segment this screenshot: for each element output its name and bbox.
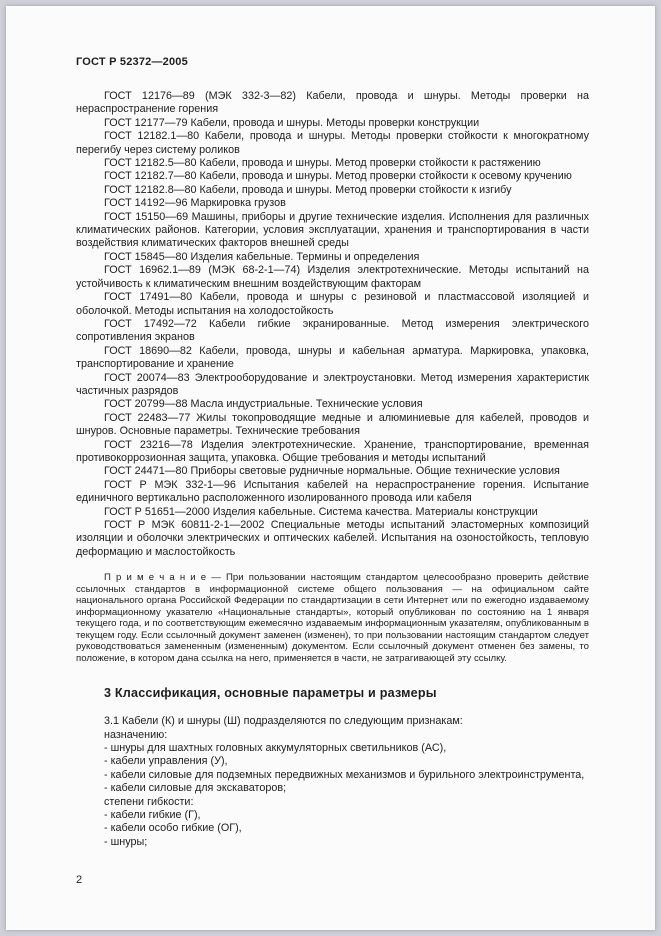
section-paragraph: - кабели особо гибкие (ОГ), (104, 822, 242, 835)
reference-paragraph: ГОСТ 15150—69 Машины, приборы и другие технические изделия. Исполнения для различных климатических районов. Категории, условия эксплуатации, хранения и транспортирования в части воздействия климатических факторов внешней среды (76, 210, 589, 250)
section-paragraph: - кабели гибкие (Г), (104, 809, 201, 822)
reference-paragraph: ГОСТ 17492—72 Кабели гибкие экранированные. Метод измерения электрического сопротивления экранов (76, 317, 589, 344)
page-number: 2 (76, 874, 83, 886)
document-page (6, 6, 655, 930)
section-paragraph: степени гибкости: (104, 795, 194, 808)
reference-paragraph: ГОСТ 12182.7—80 Кабели, провода и шнуры. Метод проверки стойкости к осевому кручению (104, 170, 572, 183)
references-list (76, 90, 589, 559)
reference-paragraph: ГОСТ 20799—88 Масла индустриальные. Технические условия (104, 398, 423, 411)
reference-paragraph: ГОСТ 12176—89 (МЭК 332-3—82) Кабели, провода и шнуры. Методы проверки на нераспространение горения (76, 90, 589, 116)
section-paragraph: - кабели силовые для подземных передвижных механизмов и бурильного электроинструмента, (104, 768, 585, 781)
reference-paragraph: ГОСТ 24471—80 Приборы световые рудничные нормальные. Общие технические условия (104, 465, 560, 478)
reference-paragraph: ГОСТ 14192—96 Маркировка грузов (104, 197, 286, 210)
reference-paragraph: ГОСТ 12182.8—80 Кабели, провода и шнуры. Метод проверки стойкости к изгибу (104, 183, 512, 196)
reference-paragraph: ГОСТ 12182.1—80 Кабели, провода и шнуры. Методы проверки стойкости к многократному перегибу через систему роликов (76, 130, 589, 156)
reference-paragraph: ГОСТ 17491—80 Кабели, провода и шнуры с резиновой и пластмассовой изоляцией и оболочкой. Методы испытания на холодостойкость (76, 291, 589, 317)
section-paragraph: - шнуры для шахтных головных аккумуляторных светильников (АС), (104, 742, 447, 755)
reference-paragraph: ГОСТ 12182.5—80 Кабели, провода и шнуры. Метод проверки стойкости к растяжению (104, 157, 541, 170)
reference-paragraph: ГОСТ 18690—82 Кабели, провода, шнуры и кабельная арматура. Маркировка, упаковка, транспортирование и хранение (76, 344, 589, 371)
section-body (76, 715, 589, 849)
reference-paragraph: ГОСТ Р МЭК 60811-2-1—2002 Специальные методы испытаний эластомерных композиций изоляции и оболочки электрических и оптических кабелей. Испытания на озоностойкость, тепловую деформацию и маслостойкость (76, 519, 589, 558)
reference-paragraph: ГОСТ 15845—80 Изделия кабельные. Термины и определения (104, 250, 420, 263)
section-paragraph: назначению: (104, 728, 168, 741)
reference-paragraph: ГОСТ 22483—77 Жилы токопроводящие медные и алюминиевые для кабелей, проводов и шнуров. Основные параметры. Технические требования (76, 411, 589, 438)
section-paragraph: - шнуры; (104, 835, 148, 848)
section-paragraph: 3.1 Кабели (К) и шнуры (Ш) подразделяются по следующим признакам: (104, 715, 463, 728)
reference-paragraph: ГОСТ 23216—78 Изделия электротехнические. Хранение, транспортирование, временная противокоррозионная защита, упаковка. Общие требования и методы испытаний (76, 438, 589, 464)
section-heading: 3 Классификация, основные параметры и размеры (104, 686, 437, 701)
reference-paragraph: ГОСТ 16962.1—89 (МЭК 68-2-1—74) Изделия электротехнические. Методы испытаний на устойчивость к климатическим внешним воздействующим факторам (76, 264, 589, 290)
note-paragraph: П р и м е ч а н и е — При пользовании настоящим стандартом целесообразно проверить действие ссылочных стандартов в информационной системе общего пользования — на официальном сайте национального органа Российской Федерации по стандартизации в сети Интернет или по ежегодно издаваемому информационному указателю «Национальные стандарты», который опубликован по состоянию на 1 января текущего года, и по соответствующим ежемесячно издаваемым информационным указателям, опубликованным в текущем году. Если ссылочный документ заменен (изменен), то при пользовании настоящим стандартом следует руководствоваться замененным (измененным) документом. Если ссылочный документ отменен без замены, то положение, в котором дана ссылка на него, применяется в части, не затрагивающей эту ссылку. (76, 572, 589, 664)
section-paragraph: - кабели управления (У), (104, 755, 228, 768)
reference-paragraph: ГОСТ 20074—83 Электрооборудование и электроустановки. Метод измерения характеристик частичных разрядов (76, 371, 589, 397)
section-paragraph: - кабели силовые для экскаваторов; (104, 782, 287, 795)
reference-paragraph: ГОСТ Р МЭК 332-1—96 Испытания кабелей на нераспространение горения. Испытание единичного вертикально расположенного изолированного провода или кабеля (76, 478, 589, 505)
reference-paragraph: ГОСТ 12177—79 Кабели, провода и шнуры. Методы проверки конструкции (104, 116, 480, 129)
doc-header-title: ГОСТ Р 52372—2005 (76, 56, 188, 68)
reference-paragraph: ГОСТ Р 51651—2000 Изделия кабельные. Система качества. Материалы конструкции (104, 505, 538, 518)
